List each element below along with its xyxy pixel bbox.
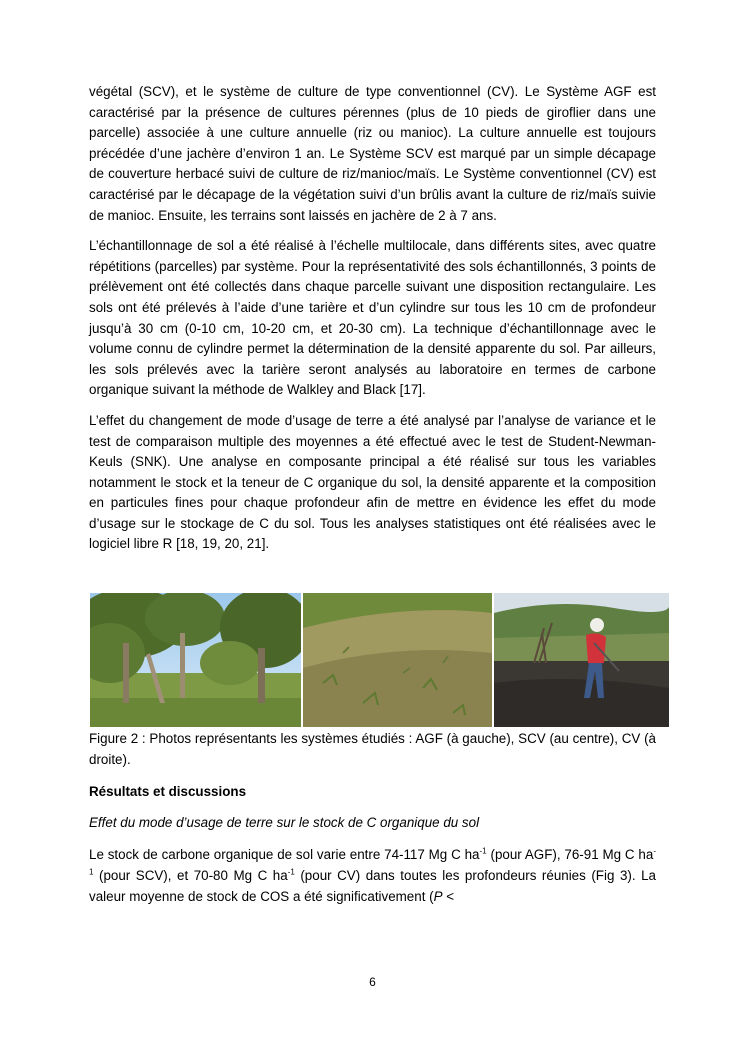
results-p-value-symbol: P: [433, 888, 443, 904]
results-superscript-2: -1: [89, 846, 656, 877]
results-text-4: (pour CV) dans toutes les profondeurs réunies (Fig 3). La valeur moyenne de stock de COS a été significativement (: [89, 868, 656, 904]
section-heading: Résultats et discussions: [89, 784, 247, 800]
document-page: [89, 82, 656, 917]
paragraph-sampling: L’échantillonnage de sol a été réalisé à l’échelle multilocale, dans différents sites, avec quatre répétitions (parcelles) par système. Pour la représentativité des sols échantillonnés, 3 points de prélèvement ont été collectés dans chaque parcelle suivant une disposition rectangulaire. Les sols ont été prélevés à l’aide d’une tarière et d’un cylindre sur tous les 10 cm de profondeur jusqu’à 30 cm (0-10 cm, 10-20 cm, et 20-30 cm). La technique d’échantillonnage avec le volume connu de cylindre permet la détermination de la densité apparente du sol. Par ailleurs, les sols prélevés avec la tarière seront analysés au laboratoire en termes de carbone organique suivant la méthode de Walkley and Black [17].: [89, 238, 656, 398]
paragraph-results: [89, 845, 656, 907]
results-text-5: <: [442, 888, 455, 904]
results-text-2: (pour AGF), 76-91 Mg C ha: [486, 847, 654, 863]
page-number: 6: [369, 975, 376, 989]
figure-2-caption: Figure 2 : Photos représentants les systèmes étudiés : AGF (à gauche), SCV (au centre), CV (à droite).: [89, 731, 656, 767]
results-superscript-3: -1: [287, 867, 295, 877]
photo-cv: [494, 593, 669, 727]
paragraph-statistics: L’effet du changement de mode d’usage de terre a été analysé par l’analyse de variance et le test de comparaison multiple des moyennes a été effectué avec le test de Student-Newman-Keuls (SNK). Une analyse en composante principal a été réalisé sur tous les variables notamment le stock et la teneur de C organique du sol, la densité apparente et la composition en particules fines pour chaque profondeur afin de mettre en évidence les effet du mode d’usage sur le stockage de C du sol. Tous les analyses statistiques ont été réalisées avec le logiciel libre R [18, 19, 20, 21].: [89, 412, 656, 552]
section-subheading: Effet du mode d’usage de terre sur le stock de C organique du sol: [89, 814, 480, 830]
photo-scv: [303, 593, 492, 727]
results-text-3: (pour SCV), et 70-80 Mg C ha: [93, 868, 288, 884]
paragraph-systems: végétal (SCV), et le système de culture de type conventionnel (CV). Le Système AGF est caractérisé par la présence de cultures pérennes (plus de 10 pieds de giroflier dans une parcelle) associée à une culture annuelle (riz ou manioc). La culture annuelle est toujours précédée d’une jachère d’environ 1 an. Le Système SCV est marqué par un simple décapage de couverture herbacé suivi de culture de riz/manioc/maïs. Le Système conventionnel (CV) est caractérisé par le décapage de la végétation suivi d’un brûlis avant la culture de riz/maïs suivie de manioc. Ensuite, les terrains sont laissés en jachère de 2 à 7 ans.: [89, 84, 656, 223]
results-superscript-1: -1: [479, 846, 487, 856]
figure-2-photos: [90, 593, 656, 727]
results-text-1: Le stock de carbone organique de sol varie entre 74-117 Mg C ha: [89, 847, 480, 863]
photo-agf: [90, 593, 301, 727]
